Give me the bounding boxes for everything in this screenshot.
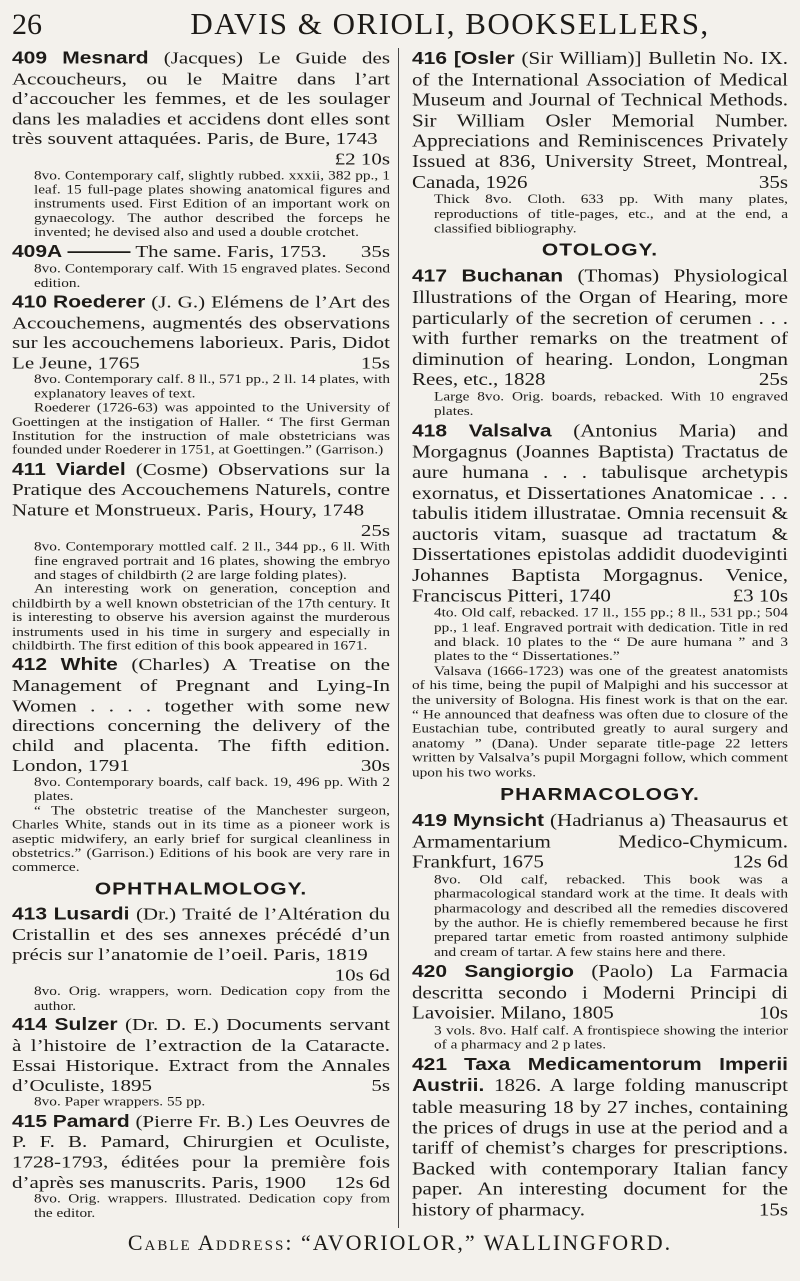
page-footer [12,1230,788,1256]
page-title: DAVIS & ORIOLI, BOOKSELLERS, [190,6,710,41]
entry-heading [412,421,788,606]
entry-price: 25s [758,369,788,390]
section-heading-ophthalmology: OPHTHALMOLOGY. [94,879,308,899]
catalogue-entry [412,1054,788,1220]
entry-title: (J. G.) Elémens de l’Art des Accouchemens, augmentés des observations sur les accouchemens laborieux. Paris, Didot Le Jeune, 1765 [12,291,390,373]
entry-author: Mesnard [62,48,149,68]
entry-author: Taxa Medicamentorum Imperii Austrii. [412,1055,788,1096]
entry-author: Lusardi [53,904,130,924]
entry-description: Thick 8vo. Cloth. 633 pp. With many plates, reproductions of title-pages, etc., and at the end, a classified bibliography. [434,192,788,236]
catalogue-entry [12,904,390,1013]
catalogue-entry [12,241,390,290]
left-column [12,48,390,1222]
entry-description: 8vo. Paper wrappers. 55 pp. [34,1095,206,1110]
entry-number: 413 [12,904,48,924]
entry-note: Valsava (1666-1723) was one of the greatest anatomists of his time, being the pupil of Malpighi and his successor at the university of Bologna. His finest work is that on the ear. “ He announced that deafness was often due to closure of the Eustachian tube, contributed greatly to aural surgery and anatomy ” (Dana). Under separate title-page 22 letters written by Valsalva’s pupil Morgagni follow, which comment upon his two works. [412,663,788,780]
entry-author: White [60,655,118,675]
entry-heading [12,904,390,985]
cable-address-label: Cable Address: [127,1230,294,1255]
entry-author: ——— [67,241,131,261]
entry-title: (Charles) A Treatise on the Management of Pregnant and Lying-In Women . . . . together with some new directions concerning the delivery of the child and placenta. The fifth edition. London, 1791 [12,654,390,776]
column-divider [398,48,399,1228]
entry-number: 409 [12,48,48,68]
entry-note: “ The obstetric treatise of the Manchester surgeon, Charles White, stands out in its time as a pioneer work is aseptic midwifery, an early brief for surgical cleanliness in obstetrics.” (Garrison.) Editions of his book are very rare in commerce. [12,803,390,875]
entry-heading [412,810,788,872]
entry-title: (Jacques) Le Guide des Accoucheurs, ou le Maitre dans l’art d’accoucher les femmes, et de les soulager dans les maladies et accidens dont elles sont très souvent attaquées. Paris, de Bure, 1743 [12,48,391,149]
entry-description: 8vo. Contemporary calf, slightly rubbed. xxxii, 382 pp., 1 leaf. 15 full-page plates showing anatomical figures and instruments used. First Edition of an important work on gynaecology. The author described the forceps he invented; he devised also and used a double crotchet. [34,168,390,240]
entry-price: 12s 6d [334,1172,390,1192]
entry-description: Large 8vo. Orig. boards, rebacked. With 10 engraved plates. [434,389,788,419]
entry-price: 35s [758,171,788,192]
entry-heading [12,1015,390,1096]
entry-description: 8vo. Old calf, rebacked. This book was a pharmacological standard work at the time. It deals with pharmacology and described all the remedies discovered by the author. He is chiefly remembered because he first prepared tartar emetic from roasted antimony sulphide and cream of tartar. A few stains here and there. [434,872,788,960]
entry-title: (Paolo) La Farmacia descritta secondo i Moderni Principi di Lavoisier. Milano, 1805 [412,961,788,1024]
entry-title: (Antonius Maria) and Morgagnus (Joannes Baptista) Tractatus de aure humana . . . tabulisque archetypis exornatus, et Dissertationes Anatomicae . . . tabulis itidem illustratae. Omnia recensuit & auctoris vitam, suasque ad tractatum & Dissertationes epistolas addidit duodeviginti Johannes Baptista Morgagnus. Venice, Franciscus Pitteri, 1740 [412,420,788,606]
entry-heading [12,48,390,169]
entry-number: 419 [412,810,448,831]
entry-title: 1826. A large folding manuscript table measuring 18 by 27 inches, containing the prices of drugs in use at the period and a tariff of chemist’s charges for prescriptions. Backed with contemporary Italian fancy paper. An interesting document for the history of pharmacy. [412,1075,789,1220]
entry-heading [412,961,788,1023]
entry-title: (Cosme) Observations sur la Pratique des Accouchemens Naturels, contre Nature et Monstrueux. Paris, Houry, 1748 [12,459,391,520]
entry-number: 410 [12,292,48,312]
entry-price: 30s [360,755,390,776]
entry-heading [412,266,788,390]
entry-price: 12s 6d [732,851,788,872]
catalogue-entry [12,459,390,653]
entry-price: £2 10s [334,148,390,169]
entry-heading [12,292,390,373]
catalogue-entry [12,655,390,875]
entry-number: 418 [412,421,448,441]
catalogue-entry [412,810,788,959]
entry-price: 25s [360,520,390,540]
entry-heading [12,241,390,262]
right-column [412,48,788,1222]
entry-number: 417 [412,266,448,286]
entry-price: 5s [371,1075,390,1095]
entry-description: 8vo. Contemporary boards, calf back. 19, 496 pp. With 2 plates. [34,775,390,804]
entry-author: Buchanan [461,266,564,286]
catalogue-entry [412,48,788,236]
entry-description: 4to. Old calf, rebacked. 17 ll., 155 pp.; 8 ll., 531 pp.; 504 pp., 1 leaf. Engraved portrait with dedication. Title in red and black. 10 plates to the “ De aure humana ” and 3 plates to the “ Dissertationes.” [434,605,788,664]
entry-heading [412,1054,788,1220]
entry-number: 409A [12,241,63,261]
entry-title: (Hadrianus a) Theasaurus et Armamentarium Medico-Chymicum. Frankfurt, 1675 [412,810,788,872]
entry-author: Roederer [53,292,146,312]
catalogue-entry [412,421,788,781]
entry-price: 35s [360,241,390,261]
entry-number: 420 [412,962,448,982]
entry-note: An interesting work on generation, conception and childbirth by a well known obstetrician of the 17th century. It is interesting to observe his aversion against the murderous instruments used in his time in surgery and especially in childbirth. The first edition of this book appeared in 1671. [12,582,390,653]
catalogue-entry [412,961,788,1052]
entry-title: (Thomas) Physiological Illustrations of the Organ of Hearing, more particularly of the secretion of cerumen . . . with further remarks on the treatment of diminution of hearing. London, Longman Rees, etc., 1828 [412,265,788,390]
entry-price: 10s [758,1003,788,1024]
entry-title: The same. Faris, 1753. [135,241,327,261]
catalogue-entry [12,1111,390,1220]
entry-description: 3 vols. 8vo. Half calf. A frontispiece showing the interior of a pharmacy and 2 p lates. [434,1023,788,1053]
entry-heading [412,48,788,192]
entry-author: Viardel [56,460,126,479]
entry-description: 8vo. Orig. wrappers, worn. Dedication copy from the author. [34,984,390,1013]
entry-note: Roederer (1726-63) was appointed to the University of Goettingen at the instigation of Haller. “ The first German Institution for the instruction of male obstetricians was founded under Roederer in 1751, at Goettingen.” (Garrison.) [12,400,390,458]
entry-title: (Sir William)] Bulletin No. IX. of the International Association of Medical Museum and Journal of Technical Methods. Sir William Osler Memorial Number. Appreciations and Reminiscences Privately Issued at 836, University Street, Montreal, Canada, 1926 [412,48,789,192]
entry-author: Mynsicht [453,810,545,831]
entry-price: 15s [360,352,390,373]
entry-number: 412 [12,655,48,675]
entry-price: 15s [758,1199,788,1220]
entry-author: Valsalva [468,421,552,441]
page-header [12,2,788,46]
catalogue-entry [12,1015,390,1110]
entry-description: 8vo. Contemporary calf. With 15 engraved plates. Second edition. [34,261,390,290]
entry-description: 8vo. Contemporary mottled calf. 2 ll., 344 pp., 6 ll. With fine engraved portrait and 16 plates, showing the embryo and stages of childbirth (2 are large folding plates). [34,540,390,583]
section-heading-otology: OTOLOGY. [541,240,659,261]
entry-number: 411 [12,460,46,479]
page-number: 26 [12,8,42,41]
cable-address-value: “AVORIOLOR,” WALLINGFORD. [300,1230,673,1255]
section-heading-pharmacology: PHARMACOLOGY. [500,785,700,805]
entry-number: 414 [12,1015,48,1035]
entry-price: 10s 6d [334,964,390,985]
entry-heading [12,1111,390,1192]
entry-title: (Dr. D. E.) Documents servant à l’histoire de l’extraction de la Cataracte. Essai Historique. Extract from the Annales d’Oculiste, 1895 [12,1014,390,1095]
catalogue-entry [12,292,390,458]
entry-number: 415 [12,1112,48,1131]
entry-heading [12,459,390,540]
catalogue-entry [412,266,788,419]
entry-description: 8vo. Orig. wrappers. Illustrated. Dedication copy from the editor. [34,1192,390,1221]
entry-heading [12,655,390,776]
entry-number: 416 [412,48,448,69]
entry-title: (Pierre Fr. B.) Les Oeuvres de P. F. B. Pamard, Chirurgien et Oculiste, 1728-1793, éditées pour la première fois d’après ses manuscrits. Paris, 1900 [12,1111,391,1192]
entry-author: Sangiorgio [464,962,575,982]
entry-description: 8vo. Contemporary calf. 8 ll., 571 pp., 2 ll. 14 plates, with explanatory leaves of text. [34,372,390,401]
entry-title: (Dr.) Traité de l’Altération du Cristallin et des ses annexes précédé d’un précis sur l’anatomie de l’oeil. Paris, 1819 [12,903,391,965]
entry-author: [Osler [453,48,515,69]
entry-author: Sulzer [54,1015,118,1035]
entry-price: £3 10s [732,585,788,606]
entry-author: Pamard [52,1112,130,1131]
catalogue-entry [12,48,390,240]
entry-number: 421 [412,1055,448,1075]
